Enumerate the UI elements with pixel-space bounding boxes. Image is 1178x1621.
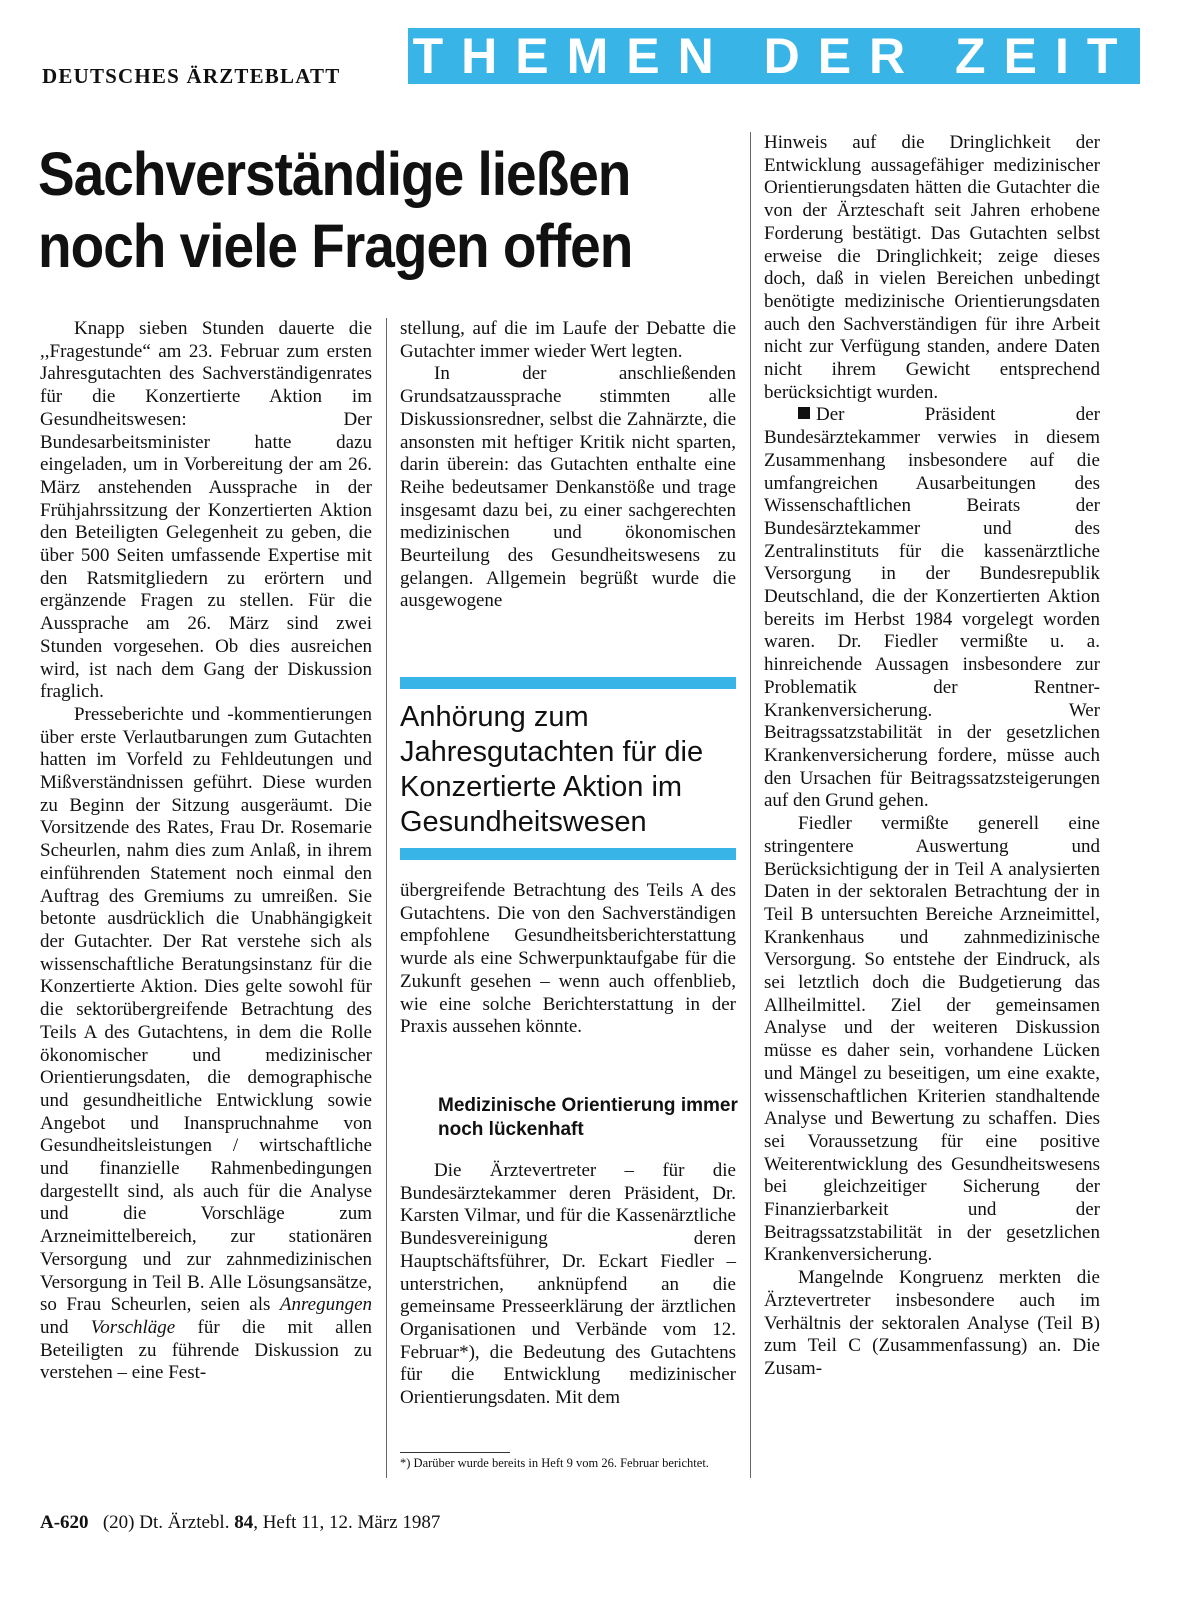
column-divider bbox=[750, 132, 751, 1478]
masthead bbox=[38, 28, 1138, 90]
footnote: *) Darüber wurde bereits in Heft 9 vom 26. Februar berichtet. bbox=[400, 1456, 709, 1470]
page-number: A-620 bbox=[40, 1512, 89, 1533]
article-column-3 bbox=[764, 132, 1100, 1381]
headline bbox=[38, 138, 738, 281]
paragraph: stellung, auf die im Laufe der Debatte die Gutachter immer wieder Wert legten. bbox=[400, 318, 736, 362]
highlight-bar-bottom bbox=[400, 848, 736, 860]
section-banner: THEMEN DER ZEIT bbox=[408, 28, 1140, 84]
paragraph: Mangelnde Kongruenz merkten die Ärztevertreter insbesondere auch im Verhältnis der sektoralen Analyse (Teil B) zum Teil C (Zusammenfassung) an. Die Zusam- bbox=[764, 1267, 1100, 1379]
column-divider bbox=[386, 318, 387, 1478]
citation-suffix: , Heft 11, 12. März 1987 bbox=[253, 1512, 441, 1533]
article-column-2-middle bbox=[400, 880, 736, 1039]
article-column-1 bbox=[40, 318, 372, 1385]
paragraph: Presseberichte und -kommentierungen über erste Verlautbarungen zum Gutachten hatten im Vorfeld zu Fehldeutungen und Mißverständnissen geführt. Diese wurden zu Beginn der Sitzung ausgeräumt. Die Vorsitzende des Rates, Frau Dr. Rosemarie Scheurlen, nahm dies zum Anlaß, in ihrem einführenden Statement noch einmal den Auftrag des Gremiums zu umreißen. Sie betonte ausdrücklich die Unabhängigkeit der Gutachter. Der Rat verstehe sich als wissenschaftliche Beratungsinstanz für die Konzertierte Aktion. Dies gelte sowohl für die sektorübergreifende Betrachtung des Teils A des Gutachtens, in dem die Rolle ökonomischer und medizinischer Orientierungsdaten, die demographische und gesundheitliche Entwicklung sowie Angebot und Inanspruchnahme von Gesundheitsleistungen / wirtschaftliche und finanzielle Rahmenbedingungen dargestellt sind, als auch für die Analyse und die Vorschläge zum Arzneimittelbereich, zur stationären Versorgung und zur zahnmedizinischen Versorgung in Teil B. Alle Lösungsansätze, so Frau Scheurlen, seien als Anregungen und Vorschläge für die mit allen Beteiligten zu führende Diskussion zu verstehen – eine Fest- bbox=[40, 703, 373, 1384]
paragraph: In der anschließenden Grundsatzaussprache stimmten alle Diskussionsredner, selbst die Zahnärzte, die ansonsten mit heftiger Kritik nicht sparten, darin überein: das Gutachten enthalte eine Reihe bedeutsamer Denkanstöße und trage insgesamt dazu bei, zu einer sachgerechten medizinischen und ökonomischen Beurteilung des Gesundheitswesens zu gelangen. Allgemein begrüßt wurde die ausgewogene bbox=[400, 363, 736, 612]
citation-prefix: (20) Dt. Ärztebl. bbox=[102, 1512, 235, 1533]
headline-line-1: Sachverständige ließen bbox=[38, 139, 631, 209]
article-column-2-top bbox=[400, 318, 736, 613]
paragraph: Der Präsident der Bundesärztekammer verwies in diesem Zusammenhang insbesondere auf die umfangreichen Ausarbeitungen des Wissenschaftlichen Beirats der Bundesärztekammer und des Zentralinstituts für die kassenärztliche Versorgung in der Bundesrepublik Deutschland, die der Konzertierten Aktion bereits im Herbst 1984 vorgelegt worden waren. Dr. Fiedler vermißte u. a. hinreichende Aussagen insbesondere zur Problematik der Rentner-Krankenversicherung. Wer Beitragssatzstabilität in der gesetzlichen Krankenversicherung fordere, müsse auch den Ursachen für Beitragssatzsteigerungen auf den Grund gehen. bbox=[764, 404, 1100, 812]
subheading: Medizinische Orientierung immer noch lückenhaft bbox=[438, 1095, 738, 1140]
paragraph: Fiedler vermißte generell eine stringentere Auswertung und Berücksichtigung der in Teil A analysierten Daten in der sektoralen Betrachtung der in Teil B untersuchten Bereiche Arzneimittel, Krankenhaus und zahnmedizinische Versorgung. So entstehe der Eindruck, als sei letztlich doch die Budgetierung das Allheilmittel. Ziel der gemeinsamen Analyse und der weiteren Diskussion müsse es daher sein, vorhandene Lücken und Mängel zu beseitigen, um eine exakte, wissenschaftlichen Kriterien standhaltende Analyse und Bewertung zu schaffen. Dies sei Voraussetzung für eine positive Weiterentwicklung des Gesundheitswesens bei gleichzeitiger Sicherung der Finanzierbarkeit und der Beitragssatzstabilität in der gesetzlichen Krankenversicherung. bbox=[764, 813, 1100, 1266]
footnote-rule bbox=[400, 1452, 510, 1453]
volume-number: 84 bbox=[234, 1512, 254, 1533]
paragraph: Die Ärztevertreter – für die Bundesärztekammer deren Präsident, Dr. Karsten Vilmar, und für die Kassenärztliche Bundesvereinigung deren Hauptschäftsführer, Dr. Eckart Fiedler – unterstrichen, anknüpfend an die gemeinsame Presseerklärung der ärztlichen Organisationen und Verbände vom 12. Februar*), die Bedeutung des Gutachtens für die Entwicklung medizinischer Orientierungsdaten. Mit dem bbox=[400, 1160, 736, 1409]
emphasis: Anregungen bbox=[279, 1294, 373, 1316]
paragraph: übergreifende Betrachtung des Teils A des Gutachtens. Die von den Sachverständigen empfohlene Gesundheitsberichterstattung wurde als eine Schwerpunktaufgabe für die Zukunft gesehen – wenn auch offenblieb, wie eine solche Berichterstattung in der Praxis aussehen könnte. bbox=[400, 880, 736, 1038]
square-bullet-icon bbox=[798, 407, 810, 419]
headline-line-2: noch viele Fragen offen bbox=[38, 210, 633, 281]
paragraph: Knapp sieben Stunden dauerte die ,,Fragestunde“ am 23. Februar zum ersten Jahresgutachten des Sachverständigenrates für die Konzertierte Aktion im Gesundheitswesen: Der Bundesarbeitsminister hatte dazu eingeladen, um in Vorbereitung der am 26. März anstehenden Aussprache in der Frühjahrssitzung der Konzertierten Aktion den Beteiligten Gelegenheit zu geben, die über 500 Seiten umfassende Expertise mit den Ratsmitgliedern zu erörtern und ergänzende Fragen zu stellen. Für die Aussprache am 26. März sind zwei Stunden vorgesehen. Ob dies ausreichen wird, ist nach dem Gang der Diskussion fraglich. bbox=[40, 318, 372, 703]
highlight-bar-top bbox=[400, 677, 736, 689]
info-box-title: Anhörung zum Jahresgutachten für die Konzertierte Aktion im Gesundheitswesen bbox=[400, 701, 704, 838]
page-footer bbox=[40, 1512, 440, 1534]
magazine-name: DEUTSCHES ÄRZTEBLATT bbox=[42, 64, 341, 88]
paragraph: Hinweis auf die Dringlichkeit der Entwicklung aussagefähiger medizinischer Orientierungsdaten hätten die Gutachter die von der Ärzteschaft seit Jahren erhobene Forderung bestätigt. Das Gutachten selbst erweise die Dringlichkeit; zeige dieses doch, daß in vielen Bereichen unbedingt benötigte medizinische Orientierungsdaten auch den Sachverständigen für ihre Arbeit nicht zur Verfügung standen, andere Daten nicht ihrem Gewicht entsprechend berücksichtigt wurden. bbox=[764, 132, 1100, 403]
emphasis: Vorschläge bbox=[90, 1316, 176, 1338]
article-column-2-bottom bbox=[400, 1160, 736, 1410]
